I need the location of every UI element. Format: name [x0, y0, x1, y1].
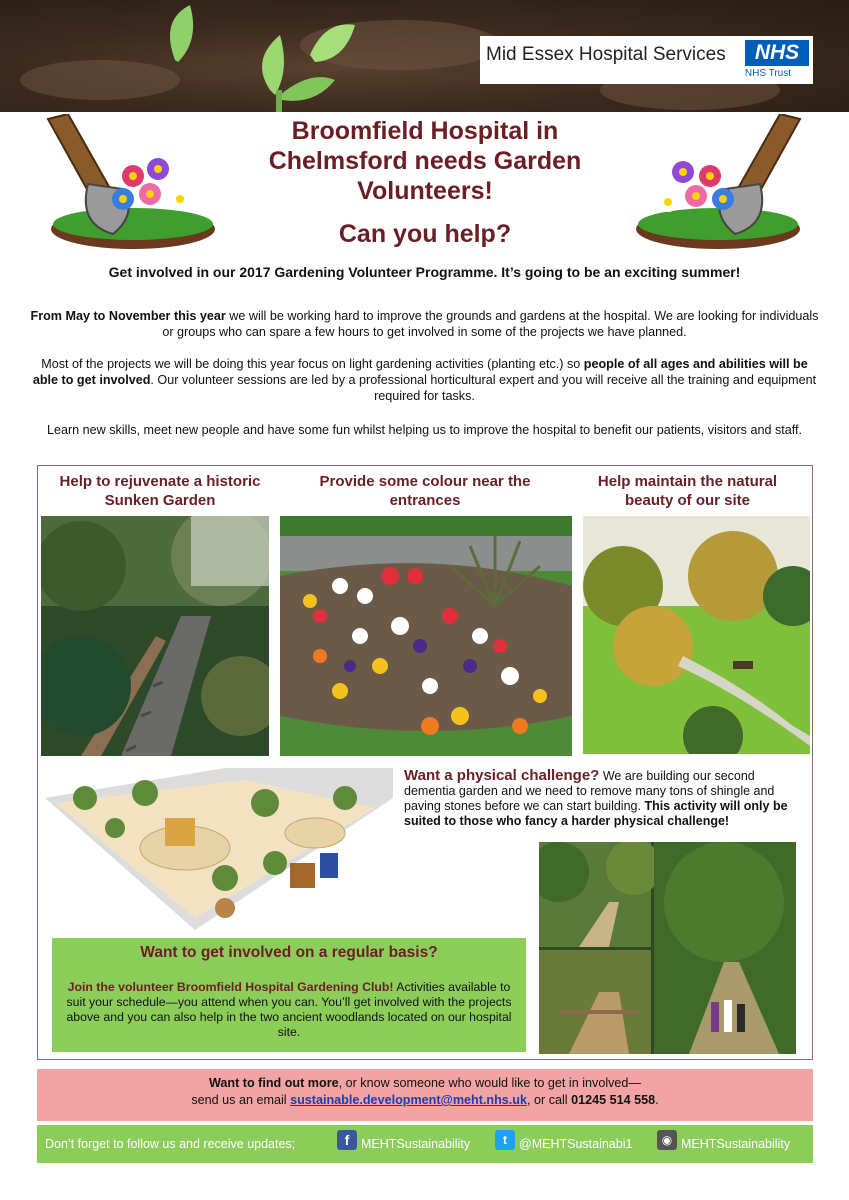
twitter-icon[interactable]: t [495, 1130, 515, 1150]
challenge-bold: This activity will only be suited to those who fancy a harder physical challenge! [404, 799, 788, 828]
trust-name: Mid Essex Hospital Services [486, 44, 726, 65]
seedling-icon [150, 0, 380, 112]
contact-line1-text: , or know someone who would like to get in involved— [338, 1076, 642, 1090]
contact-box [37, 1069, 813, 1121]
project-heading-sunken-garden: Help to rejuvenate a historic Sunken Garden [59, 473, 261, 509]
gardening-club-box [52, 938, 526, 1052]
gardening-club-text [66, 980, 512, 1040]
gardening-club-body: Activities available to suit your schedule—you attend when you can. You’ll get involved with the projects above and you can also help in the two ancient woodlands located on our hospital site. [66, 980, 512, 1039]
physical-challenge-text [404, 768, 804, 829]
page-title: Broomfield Hospital in Chelmsford needs Garden Volunteers! [268, 117, 582, 205]
activities-bold: people of all ages and abilities will be able to get involved [32, 357, 808, 387]
garden-trowel-flowers-icon [38, 114, 220, 254]
dementia-garden-plan-image [45, 768, 393, 930]
trust-subtitle: NHS Trust [744, 68, 791, 79]
social-bar [37, 1125, 813, 1163]
project-heading-entrances: Provide some colour near the entrances [319, 473, 531, 509]
lead-text: Get involved in our 2017 Gardening Volunteer Programme. It’s going to be an exciting summer! [108, 264, 741, 280]
challenge-body: We are building our second dementia garden and we need to remove many tons of shingle and paving stones before we can start building. [404, 769, 775, 813]
project-heading-natural-beauty: Help maintain the natural beauty of our site [597, 473, 778, 509]
activities-paragraph [30, 356, 819, 404]
instagram-handle[interactable]: MEHTSustainability [681, 1137, 791, 1151]
sunken-garden-photo [41, 516, 269, 756]
challenge-heading: Want a physical challenge? [404, 767, 600, 784]
intro-bold: From May to November this year [30, 309, 226, 323]
instagram-icon[interactable]: ◉ [657, 1130, 677, 1150]
facebook-handle[interactable]: MEHTSustainability [361, 1137, 471, 1151]
activities-text-end: . Our volunteer sessions are led by a professional horticultural expert and you will receive all the training and equipment required for tasks. [150, 373, 817, 403]
contact-call-prefix: , or call [527, 1093, 572, 1107]
intro-text: we will be working hard to improve the grounds and gardens at the hospital. We are looking for individuals or groups who can spare a few hours to get involved in some of the projects we have planned. [162, 309, 819, 339]
contact-line-2 [37, 1092, 813, 1109]
social-intro: Don’t forget to follow us and receive updates; [45, 1137, 296, 1151]
intro-paragraph [30, 308, 819, 340]
twitter-handle[interactable]: @MEHTSustainabi1 [519, 1137, 633, 1151]
activities-text: Most of the projects we will be doing this year focus on light gardening activities (planting etc.) so [41, 357, 584, 371]
contact-email-link[interactable]: sustainable.development@meht.nhs.uk [290, 1093, 527, 1107]
facebook-icon[interactable]: f [337, 1130, 357, 1150]
contact-email-prefix: send us an email [191, 1093, 291, 1107]
nhs-trust-logo [480, 36, 813, 84]
woodland-photo-collage [539, 842, 796, 1054]
skills-paragraph: Learn new skills, meet new people and have some fun whilst helping us to improve the hospital to benefit our patients, visitors and staff. [46, 423, 803, 437]
page-subtitle: Can you help? [338, 220, 512, 248]
contact-end: . [655, 1093, 659, 1107]
contact-phone: 01245 514 558 [571, 1093, 656, 1107]
contact-bold: Want to find out more [208, 1076, 339, 1090]
flower-bed-photo [280, 516, 572, 756]
contact-line-1 [37, 1075, 813, 1092]
gardening-club-lead: Join the volunteer Broomfield Hospital Gardening Club! [67, 980, 394, 994]
garden-trowel-flowers-icon [628, 114, 810, 254]
header-banner [0, 0, 849, 112]
nhs-logo: NHS [745, 40, 809, 66]
parkland-photo [583, 516, 810, 754]
gardening-club-heading: Want to get involved on a regular basis? [140, 944, 438, 961]
